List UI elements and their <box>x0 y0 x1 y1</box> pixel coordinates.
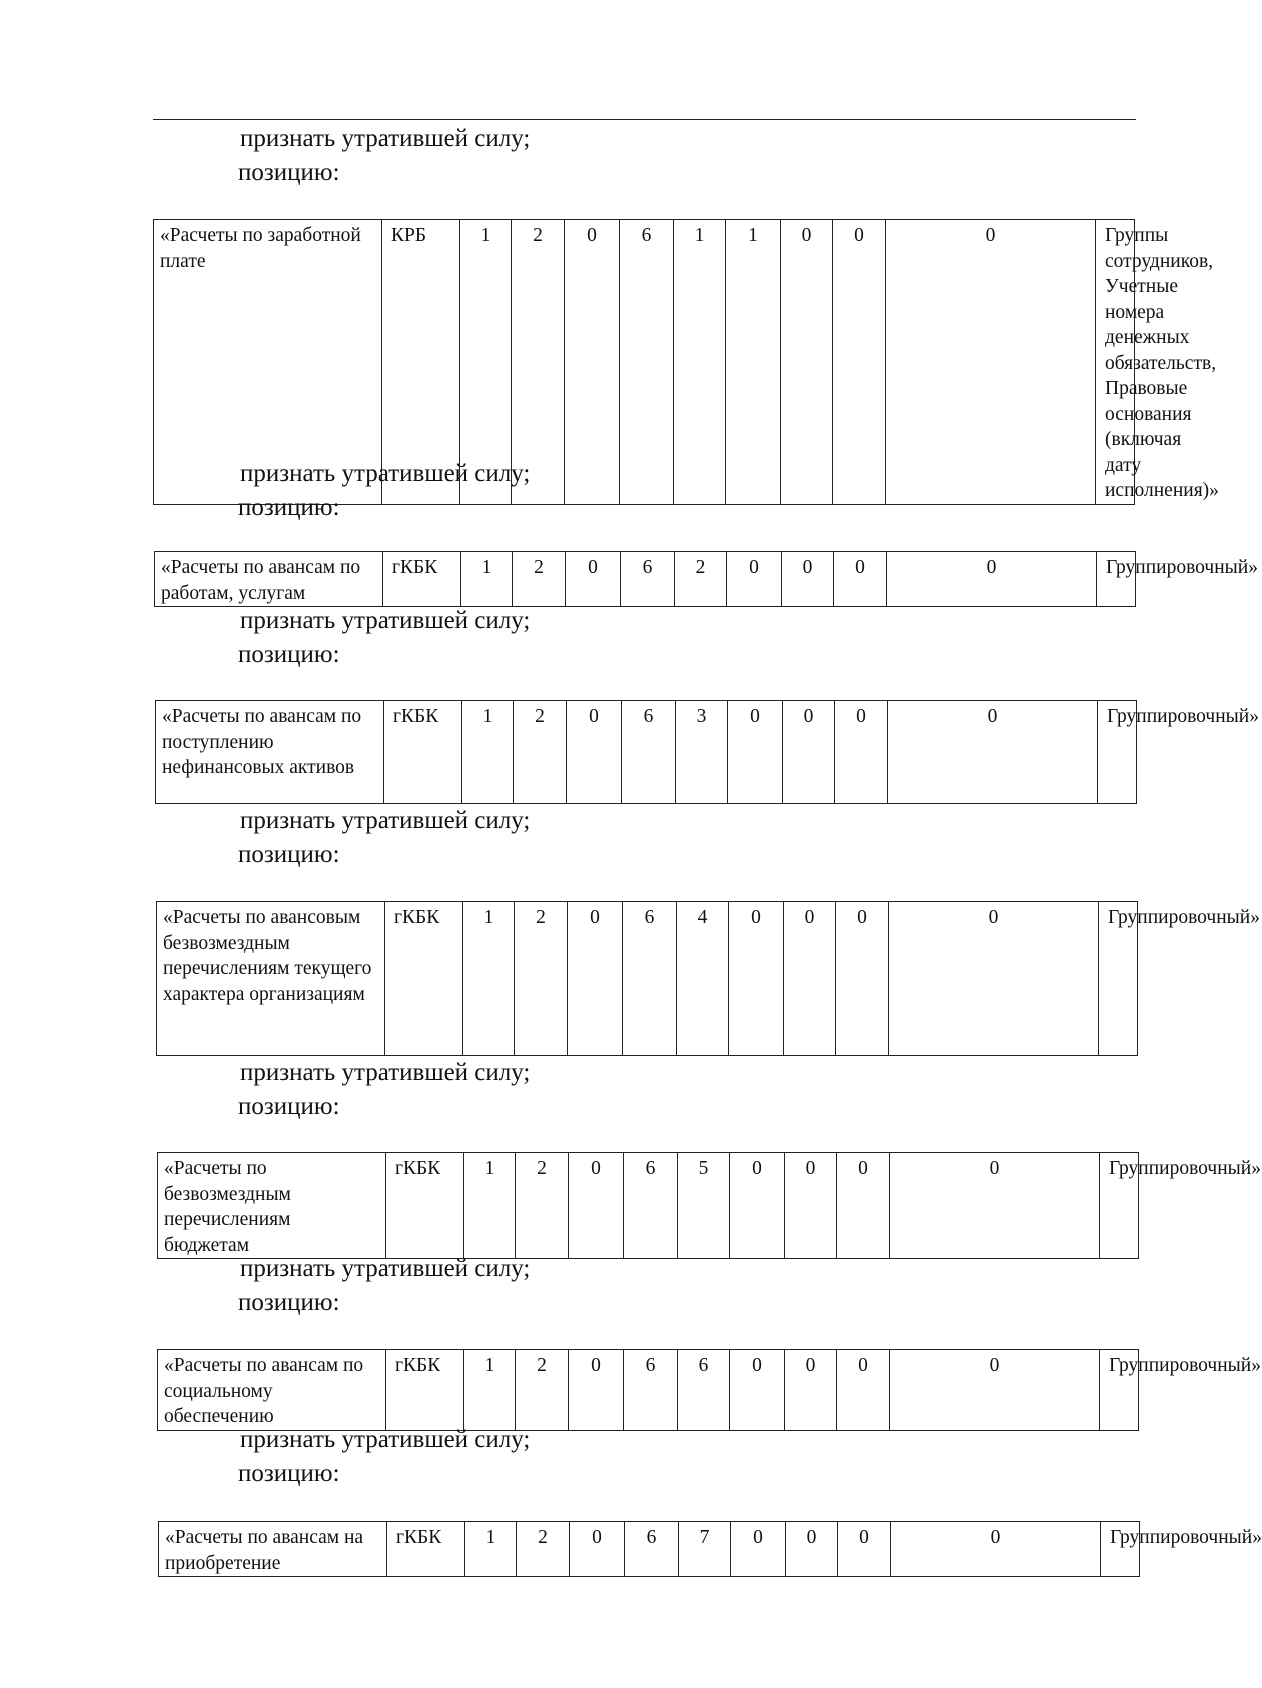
position-label: позицию: <box>238 1093 340 1120</box>
account-digit-cell: 2 <box>516 1350 569 1431</box>
account-digit-cell: 0 <box>786 1522 838 1577</box>
repeal-statement: признать утратившей силу; <box>240 1255 531 1282</box>
account-digit-cell: 6 <box>624 1153 678 1259</box>
account-type-cell: гКБК <box>387 1522 465 1577</box>
account-digit-cell: 0 <box>888 701 1098 804</box>
account-digit-cell: 0 <box>887 552 1097 607</box>
header-rule <box>153 119 1136 120</box>
account-digit-cell: 2 <box>516 1153 569 1259</box>
account-digit-cell: 2 <box>675 552 727 607</box>
account-digit-cell: 6 <box>621 552 675 607</box>
account-digit-cell: 0 <box>891 1522 1101 1577</box>
position-table <box>154 551 1258 607</box>
account-digit-cell: 0 <box>569 1350 624 1431</box>
account-digit-cell: 0 <box>784 902 836 1056</box>
account-digit-cell: 0 <box>890 1350 1100 1431</box>
account-digit-cell: 0 <box>783 701 835 804</box>
repeal-statement: признать утратившей силу; <box>240 125 531 152</box>
table-row <box>156 701 1137 804</box>
analytics-cell: Группировочный» <box>1100 1153 1139 1259</box>
account-digit-cell: 0 <box>889 902 1099 1056</box>
account-digit-cell: 1 <box>464 1350 516 1431</box>
account-digit-cell: 2 <box>514 701 567 804</box>
account-name-cell: «Расчеты по авансам по социальному обеспечению <box>158 1350 386 1431</box>
account-digit-cell: 0 <box>890 1153 1100 1259</box>
account-digit-cell: 1 <box>460 220 512 505</box>
account-digit-cell: 0 <box>785 1350 837 1431</box>
account-digit-cell: 1 <box>463 902 515 1056</box>
analytics-cell: Группировочный» <box>1098 701 1137 804</box>
account-digit-cell: 0 <box>565 220 620 505</box>
position-label: позицию: <box>238 841 340 868</box>
account-type-cell: гКБК <box>384 701 462 804</box>
account-digit-cell: 6 <box>678 1350 730 1431</box>
account-digit-cell: 1 <box>726 220 781 505</box>
position-label: позицию: <box>238 641 340 668</box>
account-digit-cell: 0 <box>731 1522 786 1577</box>
account-digit-cell: 0 <box>729 902 784 1056</box>
account-digit-cell: 0 <box>837 1350 890 1431</box>
account-name-cell: «Расчеты по авансам на приобретение <box>159 1522 387 1577</box>
account-digit-cell: 6 <box>623 902 677 1056</box>
account-digit-cell: 0 <box>836 902 889 1056</box>
repeal-statement: признать утратившей силу; <box>240 807 531 834</box>
account-digit-cell: 1 <box>461 552 513 607</box>
account-digit-cell: 6 <box>625 1522 679 1577</box>
account-digit-cell: 0 <box>782 552 834 607</box>
account-digit-cell: 0 <box>730 1153 785 1259</box>
table-row <box>157 902 1138 1056</box>
account-digit-cell: 0 <box>569 1153 624 1259</box>
account-name-cell: «Расчеты по авансам по работам, услугам <box>155 552 383 607</box>
account-name-cell: «Расчеты по авансам по поступлению нефинансовых активов <box>156 701 384 804</box>
account-digit-cell: 2 <box>513 552 566 607</box>
account-digit-cell: 1 <box>462 701 514 804</box>
account-digit-cell: 4 <box>677 902 729 1056</box>
account-digit-cell: 0 <box>785 1153 837 1259</box>
table-row <box>155 552 1136 607</box>
analytics-cell: Группы сотрудников, Учетные номера денежных обязательств, Правовые основания (включая дату исполнения)» <box>1096 220 1135 505</box>
analytics-cell: Группировочный» <box>1101 1522 1140 1577</box>
repeal-statement: признать утратившей силу; <box>240 1059 531 1086</box>
account-type-cell: гКБК <box>385 902 463 1056</box>
position-label: позицию: <box>238 1460 340 1487</box>
position-table <box>155 700 1259 804</box>
position-table <box>158 1521 1262 1577</box>
position-table <box>156 901 1260 1056</box>
account-digit-cell: 6 <box>622 701 676 804</box>
account-digit-cell: 0 <box>833 220 886 505</box>
account-digit-cell: 3 <box>676 701 728 804</box>
position-label: позицию: <box>238 1289 340 1316</box>
analytics-cell: Группировочный» <box>1100 1350 1139 1431</box>
table-row <box>158 1350 1139 1431</box>
account-type-cell: гКБК <box>386 1153 464 1259</box>
repeal-statement: признать утратившей силу; <box>240 460 531 487</box>
account-digit-cell: 0 <box>730 1350 785 1431</box>
account-digit-cell: 0 <box>570 1522 625 1577</box>
account-type-cell: КРБ <box>382 220 460 505</box>
account-digit-cell: 5 <box>678 1153 730 1259</box>
account-digit-cell: 2 <box>517 1522 570 1577</box>
account-name-cell: «Расчеты по заработной плате <box>154 220 382 505</box>
position-label: позицию: <box>238 494 340 521</box>
account-digit-cell: 0 <box>567 701 622 804</box>
account-digit-cell: 0 <box>886 220 1096 505</box>
account-digit-cell: 0 <box>727 552 782 607</box>
account-digit-cell: 2 <box>515 902 568 1056</box>
account-digit-cell: 0 <box>728 701 783 804</box>
account-type-cell: гКБК <box>386 1350 464 1431</box>
account-digit-cell: 0 <box>781 220 833 505</box>
account-name-cell: «Расчеты по авансовым безвозмездным перечислениям текущего характера организациям <box>157 902 385 1056</box>
position-label: позицию: <box>238 159 340 186</box>
account-digit-cell: 6 <box>620 220 674 505</box>
analytics-cell: Группировочный» <box>1097 552 1136 607</box>
repeal-statement: признать утратившей силу; <box>240 607 531 634</box>
account-name-cell: «Расчеты по безвозмездным перечислениям бюджетам <box>158 1153 386 1259</box>
account-digit-cell: 7 <box>679 1522 731 1577</box>
account-digit-cell: 0 <box>834 552 887 607</box>
analytics-cell: Группировочный» <box>1099 902 1138 1056</box>
account-digit-cell: 0 <box>566 552 621 607</box>
account-digit-cell: 0 <box>837 1153 890 1259</box>
repeal-statement: признать утратившей силу; <box>240 1426 531 1453</box>
account-digit-cell: 0 <box>835 701 888 804</box>
table-row <box>158 1153 1139 1259</box>
account-digit-cell: 1 <box>674 220 726 505</box>
position-table <box>157 1152 1261 1259</box>
account-digit-cell: 1 <box>465 1522 517 1577</box>
account-digit-cell: 1 <box>464 1153 516 1259</box>
position-table <box>157 1349 1261 1431</box>
account-digit-cell: 0 <box>568 902 623 1056</box>
account-digit-cell: 0 <box>838 1522 891 1577</box>
account-type-cell: гКБК <box>383 552 461 607</box>
account-digit-cell: 2 <box>512 220 565 505</box>
account-digit-cell: 6 <box>624 1350 678 1431</box>
table-row <box>159 1522 1140 1577</box>
